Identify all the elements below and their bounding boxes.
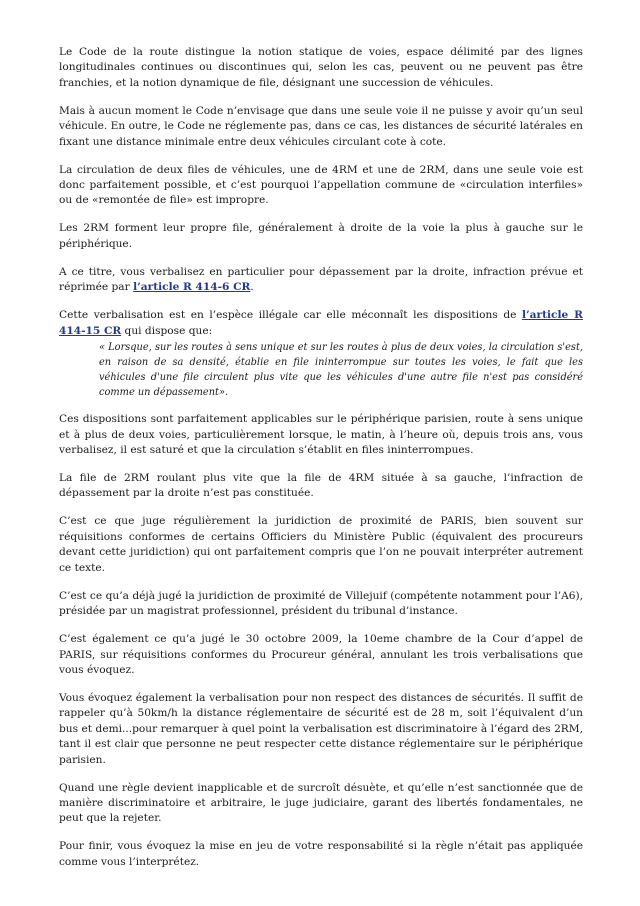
paragraph-distances-securite: Vous évoquez également la verbalisation pour non respect des distances de sécurités. Il suffit de rappeler qu’à 50km/h la distance réglementaire de sécurité est de 28 m, soit l’équivalent d’un bus et demi...pour remarquer à quel point la verbalisation est discriminatoire à l’égard des 2RM, tant il est clair que personne ne peut respecter cette distance réglementaire sur le périphérique parisien. <box>59 691 583 766</box>
paragraph-text: qui dispose que: <box>121 324 213 337</box>
paragraph-peripherique: Ces dispositions sont parfaitement applicables sur le périphérique parisien, route à sens unique et à plus de deux voies, particulièrement lorsque, le matin, à l’heure où, depuis trois ans, vous verbalisez, il est saturé et que la circulation s’établit en files ininterrompues. <box>59 413 583 457</box>
paragraph-text: A ce titre, vous verbalisez en particulier pour dépassement par la droite, infraction prévue et réprimée par <box>59 265 583 294</box>
paragraph-responsabilite: Pour finir, vous évoquez la mise en jeu de votre responsabilité si la règle n’était pas appliquée comme vous l’interprétez. <box>59 840 583 868</box>
paragraph-villejuif: C’est ce qu’a déjà jugé la juridiction de proximité de Villejuif (compétente notamment pour l’A6), présidée par un magistrat professionnel, président du tribunal d’instance. <box>59 589 583 618</box>
paragraph-distances-laterales: Mais à aucun moment le Code n’envisage que dans une seule voie il ne puisse y avoir qu’un seul véhicule. En outre, le Code ne réglemente pas, dans ce cas, les distances de sécurité latérales en fixant une distance minimale entre deux véhicules circulant cote à cote. <box>59 104 583 148</box>
article-r414-6-link[interactable]: l’article R 414-6 CR <box>133 281 251 294</box>
article-quote: « Lorsque, sur les routes à sens unique et sur les routes à plus de deux voies, la circulation s'est, en raison de sa densité, établie en file ininterrompue sur toutes les voies, le fait que les véhicules d'une file circulent plus vite que les véhicules d'une autre file n'est pas considéré comme un dépassement». <box>99 341 583 398</box>
paragraph-juridiction-paris: C’est ce que juge régulièrement la juridiction de proximité de PARIS, bien souvent sur réquisitions conformes de certains Officiers du Ministère Public (équivalent des procureurs devant cette juridiction) qui ont parfaitement compris que l’on ne pouvait interpréter autrement ce texte. <box>59 515 583 574</box>
paragraph-voies-et-files: Le Code de la route distingue la notion statique de voies, espace délimité par des lignes longitudinales continues ou discontinues qui, selon les cas, peuvent ou ne peuvent pas être franchies, et la notion dynamique de file, désignant une succession de véhicules. <box>59 46 583 89</box>
paragraph-cour-appel: C’est également ce qu’a jugé le 30 octobre 2009, la 10eme chambre de la Cour d’appel de PARIS, sur réquisitions conformes du Procureur général, annulant les trois verbalisations que vous évoquez. <box>59 633 583 676</box>
paragraph-infraction-non-constituee: La file de 2RM roulant plus vite que la file de 4RM située à sa gauche, l’infraction de dépassement par la droite n’est pas constituée. <box>59 472 583 500</box>
document-body <box>59 45 583 883</box>
article-r414-15-link[interactable]: l’article R 414-15 CR <box>59 309 583 337</box>
paragraph-file-2rm: Les 2RM forment leur propre file, généralement à droite de la voie la plus à gauche sur le périphérique. <box>59 222 583 250</box>
paragraph-verbalisation-illegale <box>59 308 583 339</box>
paragraph-deux-files: La circulation de deux files de véhicules, une de 4RM et une de 2RM, dans une seule voie est donc parfaitement possible, et c’est pourquoi l’appellation commune de «circulation interfiles» ou de «remontée de file» est impropre. <box>59 163 583 207</box>
paragraph-text: . <box>250 281 254 294</box>
paragraph-regle-inapplicable: Quand une règle devient inapplicable et de surcroît désuète, et qu’elle n’est sanctionnée que de manière discriminatoire et arbitraire, le juge judiciaire, garant des libertés fondamentales, ne peut que la rejeter. <box>59 781 583 825</box>
paragraph-text: Cette verbalisation est en l’espèce illégale car elle méconnaît les dispositions de <box>59 309 522 322</box>
paragraph-depassement-droite <box>59 265 583 296</box>
